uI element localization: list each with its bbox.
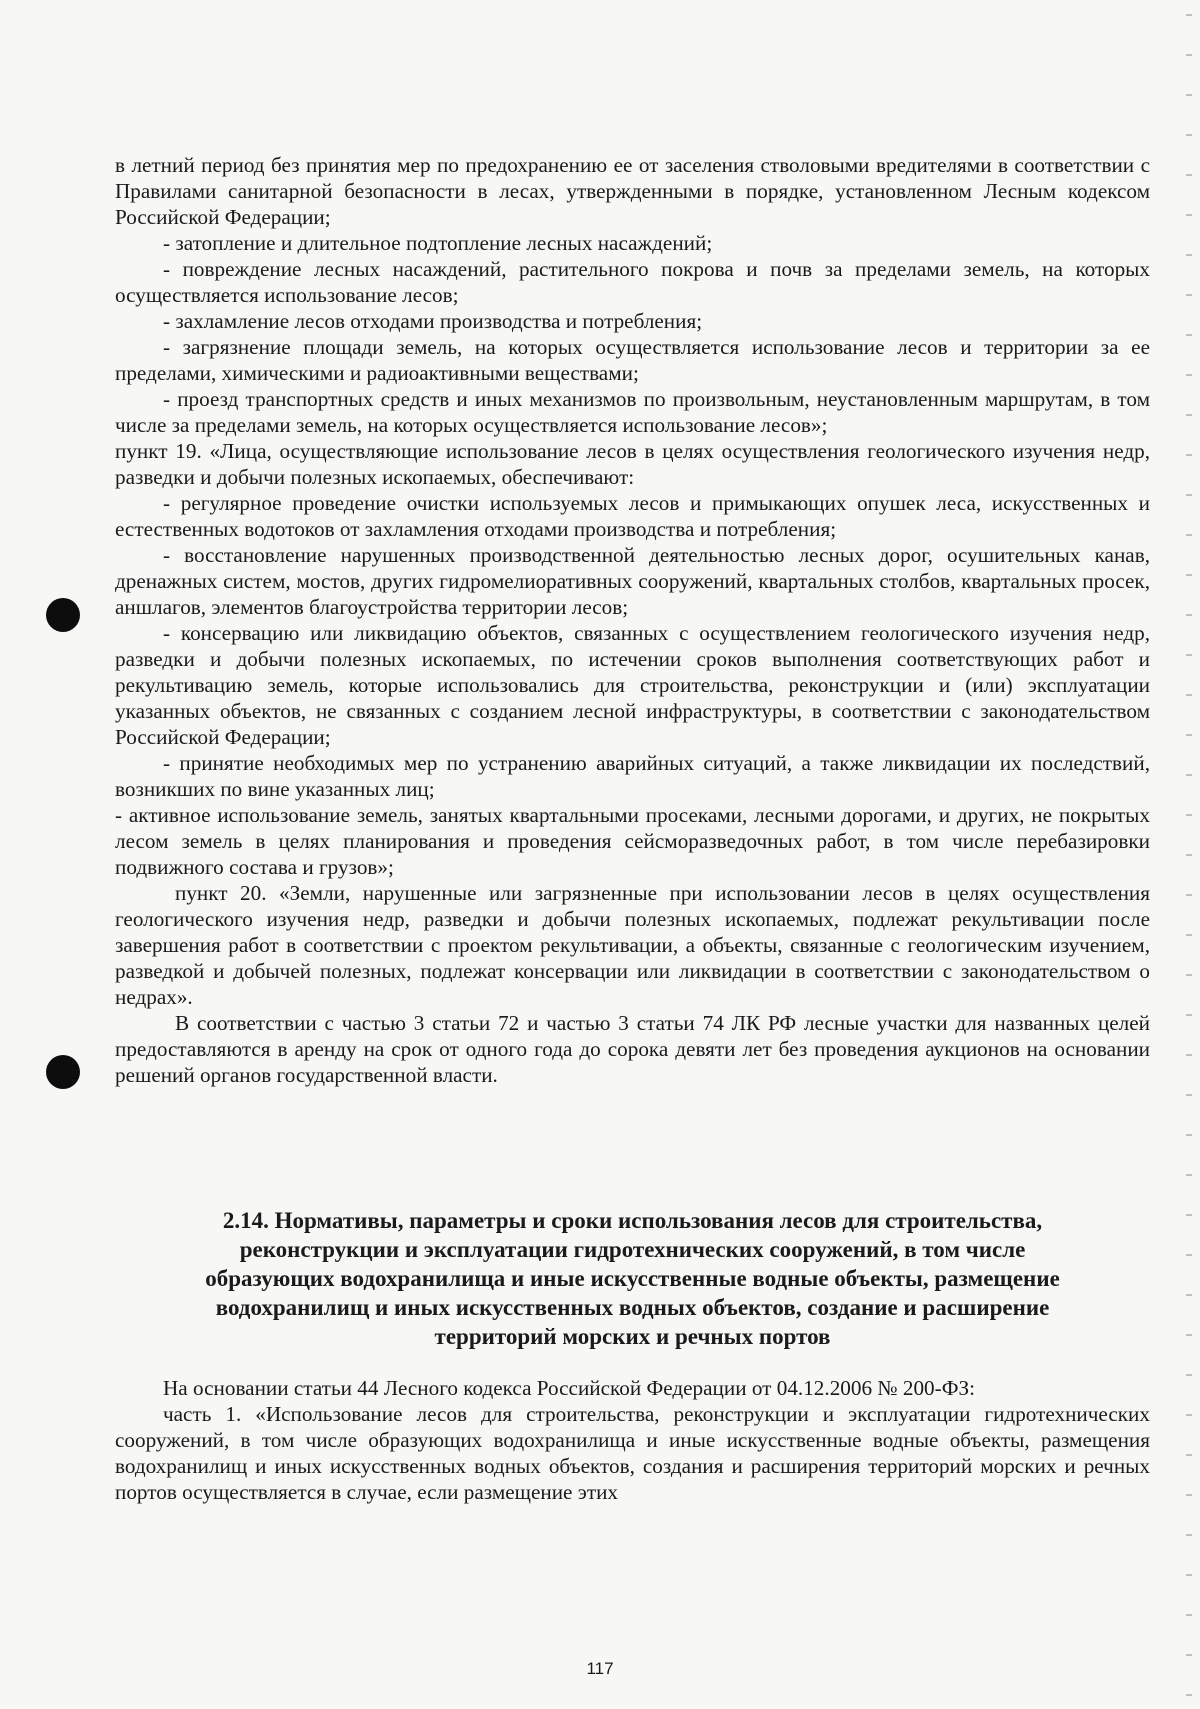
punch-hole-bottom	[46, 1055, 80, 1089]
section-text	[115, 1375, 1150, 1505]
scan-edge-marks	[1186, 0, 1192, 1709]
paragraph: пункт 20. «Земли, нарушенные или загрязненные при использовании лесов в целях осуществления геологического изучения недр, разведки и добычи полезных ископаемых, подлежат рекультивации после завершения работ в соответствии с проектом рекультивации, а объекты, связанные с геологическим изучением, разведкой и добычей полезных, подлежат консервации или ликвидации в соответствии с законодательством о недрах».	[115, 881, 1150, 1009]
list-item: - восстановление нарушенных производственной деятельностью лесных дорог, осушительных канав, дренажных систем, мостов, других гидромелиоративных сооружений, квартальных столбов, квартальных просек, аншлагов, элементов благоустройства территории лесов;	[115, 543, 1150, 619]
paragraph: в летний период без принятия мер по предохранению ее от заселения стволовыми вредителями в соответствии с Правилами санитарной безопасности в лесах, утвержденными в порядке, установленном Лесным кодексом Российской Федерации;	[115, 153, 1150, 229]
punch-hole-top	[46, 598, 80, 632]
paragraph: часть 1. «Использование лесов для строительства, реконструкции и эксплуатации гидротехнических сооружений, в том числе образующих водохранилища и иные искусственные водные объекты, размещения водохранилищ и иных искусственных водных объектов, создания и расширения территорий морских и речных портов осуществляется в случае, если размещение этих	[115, 1402, 1150, 1504]
heading-line: 2.14. Нормативы, параметры и сроки использования лесов для строительства,	[222, 1208, 1043, 1233]
page-number: 117	[586, 1659, 614, 1678]
list-item: - активное использование земель, занятых квартальными просеками, лесными дорогами, и других, не покрытых лесом земель в целях планирования и проведения сейсморазведочных работ, в том числе перебазировки подвижного состава и грузов»;	[115, 803, 1150, 879]
list-item: - захламление лесов отходами производства и потребления;	[163, 309, 703, 333]
list-item: - регулярное проведение очистки используемых лесов и примыкающих опушек леса, искусственных и естественных водотоков от захламления отходами производства и потребления;	[115, 491, 1150, 541]
list-item: - проезд транспортных средств и иных механизмов по произвольным, неустановленным маршрутам, в том числе за пределами земель, на которых осуществляется использование лесов»;	[115, 387, 1150, 437]
heading-line: реконструкции и эксплуатации гидротехнических сооружений, в том числе	[239, 1237, 1026, 1262]
paragraph: пункт 19. «Лица, осуществляющие использование лесов в целях осуществления геологического изучения недр, разведки и добычи полезных ископаемых, обеспечивают:	[115, 439, 1150, 489]
heading-line: образующих водохранилища и иные искусственные водные объекты, размещение	[205, 1266, 1060, 1291]
heading-line: водохранилищ и иных искусственных водных объектов, создание и расширение	[215, 1295, 1050, 1320]
paragraph: На основании статьи 44 Лесного кодекса Российской Федерации от 04.12.2006 № 200-ФЗ:	[163, 1376, 975, 1400]
paragraph: В соответствии с частью 3 статьи 72 и частью 3 статьи 74 ЛК РФ лесные участки для названных целей предоставляются в аренду на срок от одного года до сорока девяти лет без проведения аукционов на основании решений органов государственной власти.	[115, 1011, 1150, 1087]
list-item: - повреждение лесных насаждений, растительного покрова и почв за пределами земель, на которых осуществляется использование лесов;	[115, 257, 1150, 307]
heading-line: территорий морских и речных портов	[434, 1324, 831, 1349]
list-item: - затопление и длительное подтопление лесных насаждений;	[163, 231, 713, 255]
list-item: - загрязнение площади земель, на которых осуществляется использование лесов и территории за ее пределами, химическими и радиоактивными веществами;	[115, 335, 1150, 385]
list-item: - консервацию или ликвидацию объектов, связанных с осуществлением геологического изучения недр, разведки и добычи полезных ископаемых, по истечении сроков выполнения соответствующих работ и рекультивацию земель, которые использовались для строительства, реконструкции и (или) эксплуатации указанных объектов, не связанных с созданием лесной инфраструктуры, в соответствии с законодательством Российской Федерации;	[115, 621, 1150, 749]
list-item: - принятие необходимых мер по устранению аварийных ситуаций, а также ликвидации их последствий, возникших по вине указанных лиц;	[115, 751, 1150, 801]
section-heading	[140, 1206, 1125, 1351]
body-text	[115, 152, 1150, 1088]
